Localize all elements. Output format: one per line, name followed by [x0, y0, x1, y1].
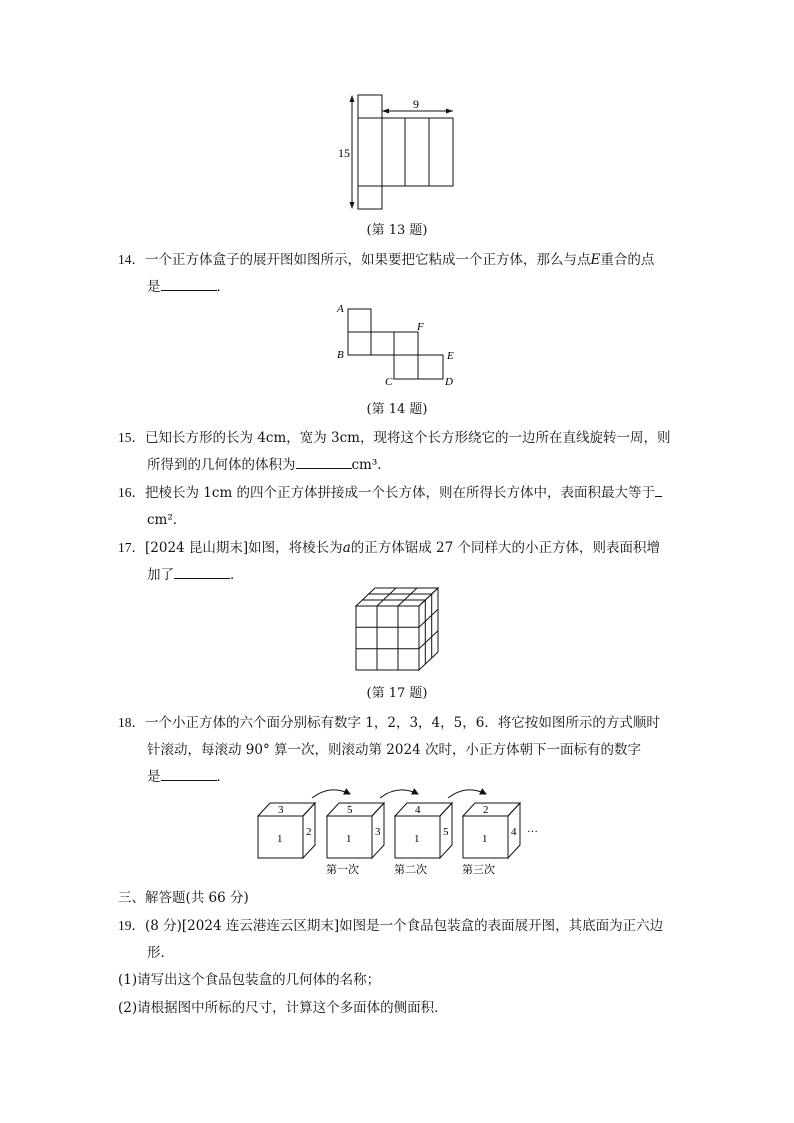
question-17-line1: 17．[2024 昆山期末]如图，将棱长为a的正方体锯成 27 个同样大的小正方体，则表面积增 [118, 540, 661, 556]
point-C: C [385, 376, 393, 388]
question-18-line2: 针滚动，每滚动 90° 算一次，则滚动第 2024 次时，小正方体朝下一面标有的数字 [147, 742, 641, 758]
cube-3-side: 4 [511, 826, 517, 838]
question-19-line1: 19．(8 分)[2024 连云港连云区期末]如图是一个食品包装盒的表面展开图，其底面为正六边 [118, 918, 664, 934]
cube-3-caption: 第三次 [462, 864, 495, 876]
answer-blank[interactable] [296, 456, 352, 469]
question-19-line2: 形． [147, 945, 174, 961]
question-16-line1: 16．把棱长为 1cm 的四个正方体拼接成一个长方体，则在所得长方体中，表面积最大等于 [118, 481, 662, 501]
cube-2-front: 1 [414, 833, 420, 845]
cube-0-side: 2 [306, 826, 312, 838]
figure-18 [250, 784, 550, 879]
question-18-line3: 是 ． [147, 769, 230, 785]
figure-14 [332, 300, 462, 390]
cube-2-side: 5 [443, 826, 449, 838]
cube-0-front: 1 [277, 833, 283, 845]
answer-blank[interactable] [161, 278, 217, 291]
figure-13 [330, 90, 470, 215]
question-15-line2: 所得到的几何体的体积为 cm³． [147, 457, 391, 473]
cube-1-top: 5 [347, 804, 353, 816]
figure-17 [350, 584, 445, 676]
answer-blank[interactable] [655, 484, 662, 497]
point-E: E [447, 350, 454, 362]
question-15-line1: 15．已知长方形的长为 4cm，宽为 3cm，现将这个长方形绕它的一边所在直线旋转一周，则 [118, 430, 671, 446]
point-B: B [337, 349, 344, 361]
question-19-part1: (1)请写出这个食品包装盒的几何体的名称； [118, 972, 381, 988]
cube-2-caption: 第二次 [394, 864, 427, 876]
question-18-line1: 18．一个小正方体的六个面分别标有数字 1，2，3，4，5，6．将它按如图所示的方式顺时 [118, 715, 660, 731]
caption-13: (第 13 题) [366, 223, 428, 238]
label-9: 9 [413, 97, 419, 111]
question-19-part2: (2)请根据图中所标的尺寸，计算这个多面体的侧面积． [118, 1000, 448, 1016]
question-number: 14． [118, 252, 145, 267]
caption-17: (第 17 题) [366, 686, 428, 701]
cube-1-side: 3 [375, 826, 381, 838]
point-F: F [417, 321, 424, 333]
cube-3-top: 2 [483, 804, 489, 816]
question-17-line2: 加了 ． [147, 567, 244, 583]
question-14-line2: 是 ． [147, 279, 230, 295]
ellipsis: … [527, 823, 538, 835]
cube-2-top: 4 [415, 804, 421, 816]
question-14-line1: 14．一个正方体盒子的展开图如图所示，如果要把它粘成一个正方体，那么与点E重合的点 [118, 252, 655, 268]
cube-0-top: 3 [278, 804, 284, 816]
caption-14: (第 14 题) [366, 402, 428, 417]
point-D: D [445, 376, 453, 388]
point-A: A [337, 303, 344, 315]
cube-3-front: 1 [482, 833, 488, 845]
answer-blank[interactable] [174, 566, 230, 579]
answer-blank[interactable] [161, 768, 217, 781]
label-15: 15 [338, 146, 350, 160]
cube-1-caption: 第一次 [326, 864, 359, 876]
cube-1-front: 1 [346, 833, 352, 845]
question-16-line2: cm²． [147, 512, 187, 528]
section-3-title: 三、解答题(共 66 分) [118, 890, 249, 906]
